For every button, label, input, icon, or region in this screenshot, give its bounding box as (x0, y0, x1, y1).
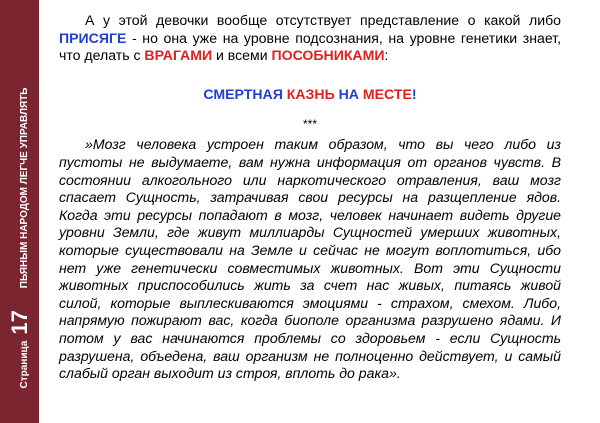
section-heading (59, 86, 561, 104)
page-label: Страница (19, 340, 30, 389)
heading-word-4: МЕСТЕ (362, 85, 412, 102)
heading-word-2: КАЗНЬ (286, 85, 335, 102)
section-separator: *** (302, 117, 317, 132)
intro-text-2: - но она уже на уровне подсознания, на уровне генетики знает, что делать с (59, 29, 561, 64)
intro-text-3: и всеми (212, 47, 272, 64)
running-title: ПЬЯНЫМ НАРОДОМ ЛЕГЧЕ УПРАВЛЯТЬ (19, 87, 30, 289)
heading-word-1: СМЕРТНАЯ (203, 85, 283, 102)
heading-exclamation: ! (411, 85, 417, 102)
intro-text-1: А у этой девочки вообще отсутствует представление о какой либо (85, 12, 561, 28)
quote-paragraph: »Мозг человека устроен таким образом, что вы чего либо из пустоты не выдумаете, вам нужна информация от органов чувств. В состоянии алкогольного или наркотического отравления, ваш мозг спасает Сущность, затрачивая свои ресурсы на разщепление ядов. Когда эти ресурсы попадают в мозг, человек начинает видеть другие уровни Земли, где живут миллиарды Сущностей умерших животных, которые существовали на Земле и сейчас не могут воплотиться, ибо нет уже генетически совместимых животных. Вот эти Сущности животных приспособились жить за счет нас живых, питаясь живой силой, которые выплескиваются эмоциями - страхом, смехом. Либо, напрямую пожирают вас, когда биополе организма разрушено ядами. И потом у вас начинаются проблемы со здоровьем - если Сущность разрушена, объедена, ваш организм не полноценно действует, и самый слабый орган выходит из строя, вплоть до рака». (59, 136, 561, 382)
heading-word-3: НА (338, 85, 359, 102)
keyword-enemies: ВРАГАМИ (144, 47, 213, 64)
intro-paragraph (59, 12, 561, 65)
keyword-oath: ПРИСЯГЕ (59, 29, 127, 46)
page-content (59, 12, 561, 383)
sidebar-label (9, 88, 31, 389)
keyword-accomplices: ПОСОБНИКАМИ (271, 47, 385, 64)
intro-text-4: : (384, 47, 389, 64)
page-number: 17 (7, 310, 32, 335)
sidebar (0, 0, 39, 423)
